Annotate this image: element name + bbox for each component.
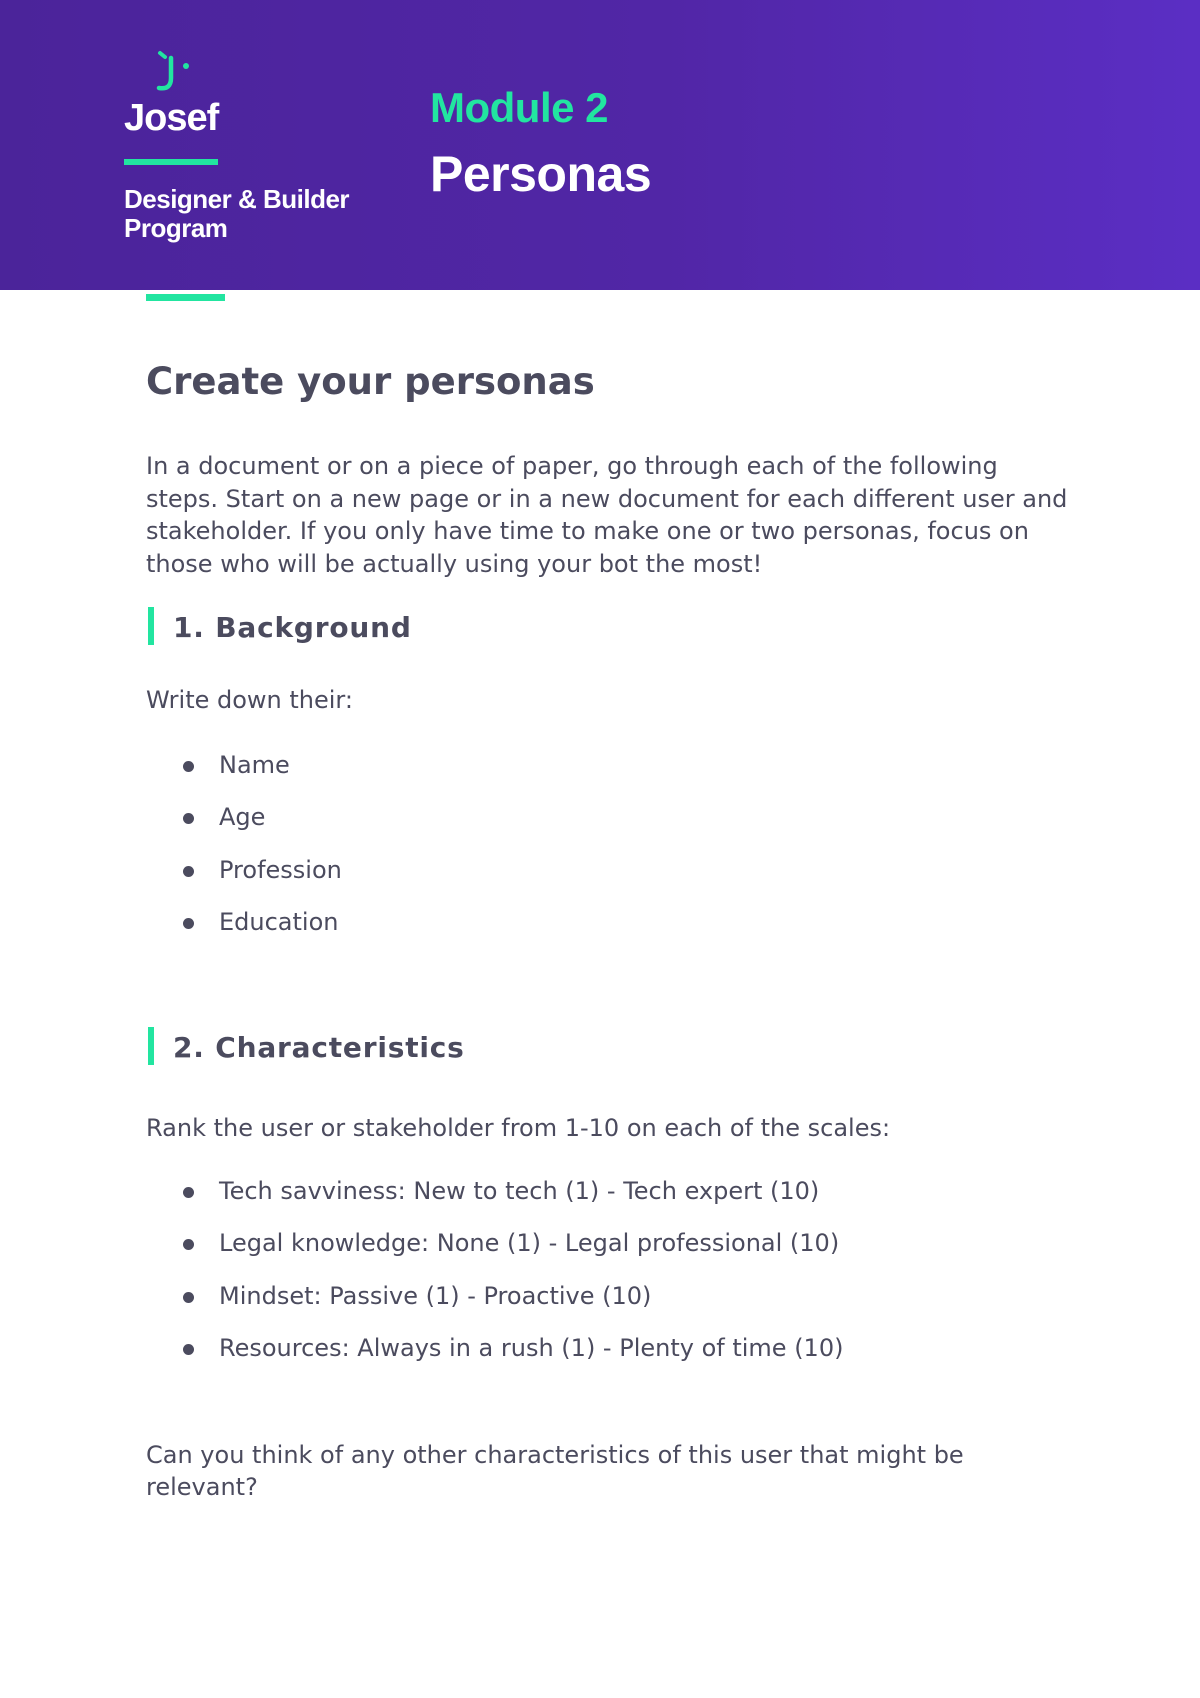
list-item-text: Tech savviness: New to tech (1) - Tech expert (10) bbox=[219, 1177, 820, 1205]
section-title: 2. Characteristics bbox=[173, 1031, 465, 1064]
bullet-icon bbox=[183, 866, 194, 877]
bullet-icon bbox=[183, 1292, 194, 1303]
section-lead: Write down their: bbox=[146, 686, 353, 714]
josef-logo-icon bbox=[150, 48, 196, 98]
list-item-text: Profession bbox=[219, 855, 342, 884]
section-accent-bar bbox=[148, 1027, 154, 1065]
list-item-text: Education bbox=[219, 907, 339, 936]
list-item bbox=[146, 750, 342, 802]
list-item bbox=[146, 1228, 843, 1280]
module-label: Module 2 bbox=[430, 84, 609, 131]
bullet-icon bbox=[183, 1239, 194, 1250]
list-item bbox=[146, 1176, 843, 1228]
list-item bbox=[146, 907, 342, 959]
list-item-text: Resources: Always in a rush (1) - Plenty of time (10) bbox=[219, 1333, 844, 1362]
program-name: Designer & Builder Program bbox=[124, 184, 350, 243]
header-accent-bar bbox=[146, 294, 225, 301]
bullet-icon bbox=[183, 1187, 194, 1198]
intro-paragraph: In a document or on a piece of paper, go through each of the following steps. Start on a new page or in a new document for each different user and stakeholder. If you only have time to make one or two personas, focus on those who will be actually using your bot the most! bbox=[146, 452, 1068, 578]
closing-question: Can you think of any other characteristics of this user that might be relevant? bbox=[146, 1441, 964, 1501]
list-item bbox=[146, 1281, 843, 1333]
section-lead: Rank the user or stakeholder from 1-10 on each of the scales: bbox=[146, 1114, 891, 1142]
logo-divider bbox=[124, 159, 218, 165]
background-list bbox=[146, 750, 342, 959]
list-item bbox=[146, 1333, 843, 1385]
characteristics-list bbox=[146, 1176, 843, 1385]
module-title: Personas bbox=[430, 146, 652, 202]
bullet-icon bbox=[183, 1344, 194, 1355]
list-item-text: Legal knowledge: None (1) - Legal professional (10) bbox=[219, 1229, 840, 1258]
section-accent-bar bbox=[148, 607, 154, 645]
section-title: 1. Background bbox=[173, 611, 412, 644]
list-item-text: Age bbox=[219, 803, 266, 832]
page-heading: Create your personas bbox=[146, 360, 595, 403]
header-banner bbox=[0, 0, 1200, 290]
list-item-text: Name bbox=[219, 751, 290, 779]
bullet-icon bbox=[183, 813, 194, 824]
bullet-icon bbox=[183, 761, 194, 772]
bullet-icon bbox=[183, 918, 194, 929]
brand-name: Josef bbox=[124, 97, 219, 139]
list-item bbox=[146, 802, 342, 854]
list-item bbox=[146, 855, 342, 907]
list-item-text: Mindset: Passive (1) - Proactive (10) bbox=[219, 1281, 652, 1310]
